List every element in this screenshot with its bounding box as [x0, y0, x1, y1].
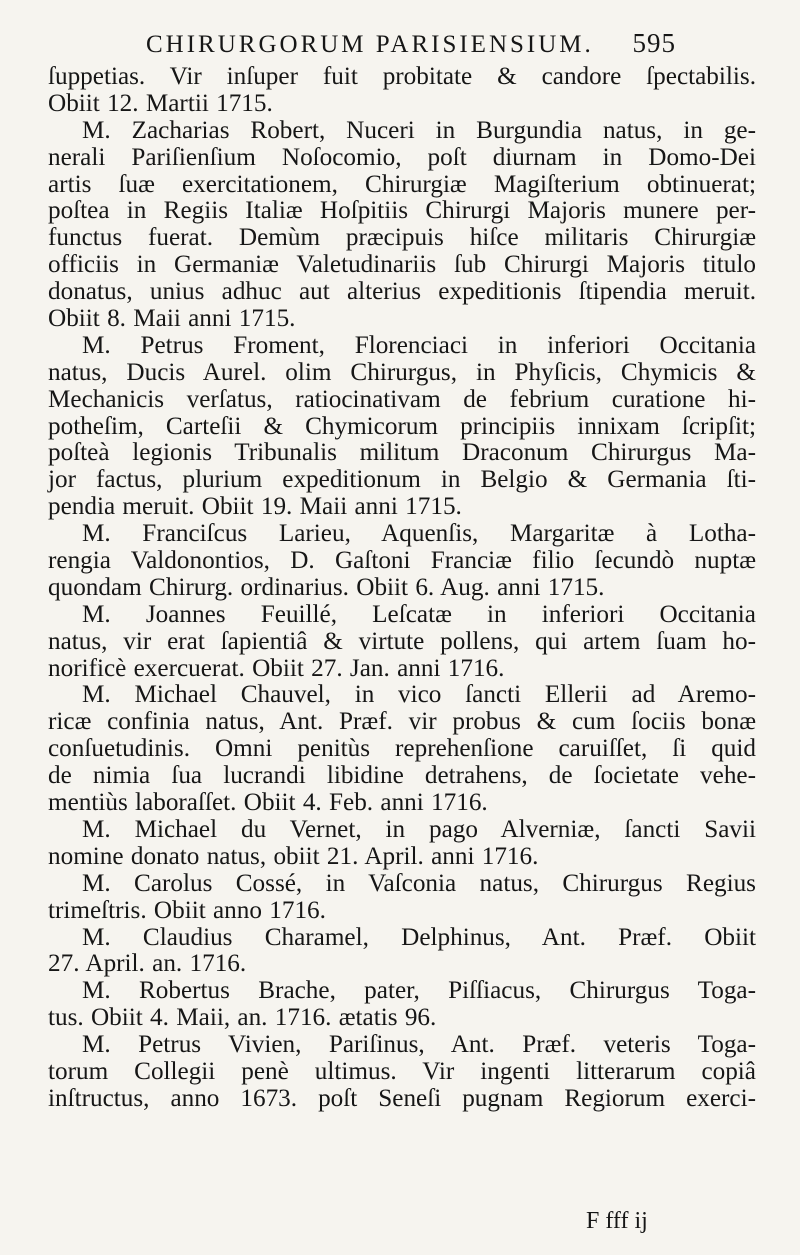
running-header: [146, 28, 676, 62]
text-line: officiis in Germaniæ Valetudinariis ſub Chirurgi Majoris titulo: [48, 251, 756, 279]
text-line: natus, Ducis Aurel. olim Chirurgus, in Phyſicis, Chymicis &: [48, 358, 756, 386]
page-number: 595: [632, 28, 676, 58]
signature-mark: F fff ij: [586, 1208, 648, 1234]
text-line: nerali Pariſienſium Noſocomio, poſt diurnam in Domo-Dei: [48, 143, 756, 171]
text-line: M. Robertus Brache, pater, Piſſiacus, Chirurgus Toga-: [82, 977, 756, 1005]
text-line: potheſim, Carteſii & Chymicorum principiis innixam ſcripſit;: [48, 412, 756, 440]
text-line: M. Petrus Froment, Florenciaci in inferiori Occitania: [82, 331, 756, 359]
text-line: donatus, unius adhuc aut alterius expeditionis ſtipendia meruit.: [48, 278, 756, 306]
text-line: M. Michael Chauvel, in vico ſancti Ellerii ad Aremo-: [82, 681, 756, 709]
text-line: nomine donato natus, obiit 21. April. anni 1716.: [48, 842, 539, 870]
text-line: M. Joannes Feuillé, Leſcatæ in inferiori Occitania: [82, 600, 756, 628]
text-line: M. Claudius Charamel, Delphinus, Ant. Præf. Obiit: [82, 923, 756, 951]
text-line: functus fuerat. Demùm præcipuis hiſce militaris Chirurgiæ: [48, 224, 756, 252]
text-line: quondam Chirurg. ordinarius. Obiit 6. Aug. anni 1715.: [48, 573, 605, 601]
text-line: natus, vir erat ſapientiâ & virtute pollens, qui artem ſuam ho-: [48, 627, 756, 655]
body-text: [48, 64, 756, 1113]
text-line: conſuetudinis. Omni penitùs reprehenſione caruiſſet, ſi quid: [48, 735, 756, 763]
text-line: artis ſuæ exercitationem, Chirurgiæ Magiſterium obtinuerat;: [48, 170, 756, 198]
text-line: inſtructus, anno 1673. poſt Seneſi pugnam Regiorum exerci-: [48, 1084, 756, 1112]
text-line: Obiit 8. Maii anni 1715.: [48, 305, 296, 333]
text-line: Obiit 12. Martii 1715.: [48, 89, 273, 117]
text-line: ricæ confinia natus, Ant. Præf. vir probus & cum ſociis bonæ: [48, 708, 756, 736]
text-line: pendia meruit. Obiit 19. Maii anni 1715.: [48, 493, 462, 521]
text-line: ſuppetias. Vir inſuper fuit probitate & candore ſpectabilis.: [48, 63, 756, 90]
text-line: mentiùs laboraſſet. Obiit 4. Feb. anni 1716.: [48, 789, 488, 817]
text-line: M. Zacharias Robert, Nuceri in Burgundia natus, in ge-: [82, 116, 756, 144]
text-line: rengia Valdonontios, D. Gaſtoni Franciæ filio ſecundò nuptæ: [48, 547, 756, 575]
text-line: poſtea in Regiis Italiæ Hoſpitiis Chirurgi Majoris munere per-: [48, 197, 756, 225]
running-title: CHIRURGORUM PARISIENSIUM.: [146, 31, 594, 58]
text-line: jor factus, plurium expeditionum in Belgio & Germania ſti-: [48, 466, 756, 494]
text-line: M. Franciſcus Larieu, Aquenſis, Margaritæ à Lotha-: [82, 520, 756, 548]
text-line: norificè exercuerat. Obiit 27. Jan. anni 1716.: [48, 654, 505, 682]
text-line: torum Collegii penè ultimus. Vir ingenti litterarum copiâ: [48, 1057, 756, 1085]
text-line: trimeſtris. Obiit anno 1716.: [48, 896, 326, 924]
text-line: poſteà legionis Tribunalis militum Draconum Chirurgus Ma-: [48, 439, 756, 467]
text-line: de nimia ſua lucrandi libidine detrahens, de ſocietate vehe-: [48, 762, 756, 790]
text-line: M. Carolus Cossé, in Vaſconia natus, Chirurgus Regius: [82, 869, 756, 897]
text-line: 27. April. an. 1716.: [48, 950, 247, 978]
text-line: M. Michael du Vernet, in pago Alverniæ, ſancti Savii: [82, 815, 756, 843]
text-line: tus. Obiit 4. Maii, an. 1716. ætatis 96.: [48, 1004, 437, 1032]
text-line: M. Petrus Vivien, Pariſinus, Ant. Præf. veteris Toga-: [82, 1031, 756, 1059]
text-line: Mechanicis verſatus, ratiocinativam de febrium curatione hi-: [48, 385, 756, 413]
